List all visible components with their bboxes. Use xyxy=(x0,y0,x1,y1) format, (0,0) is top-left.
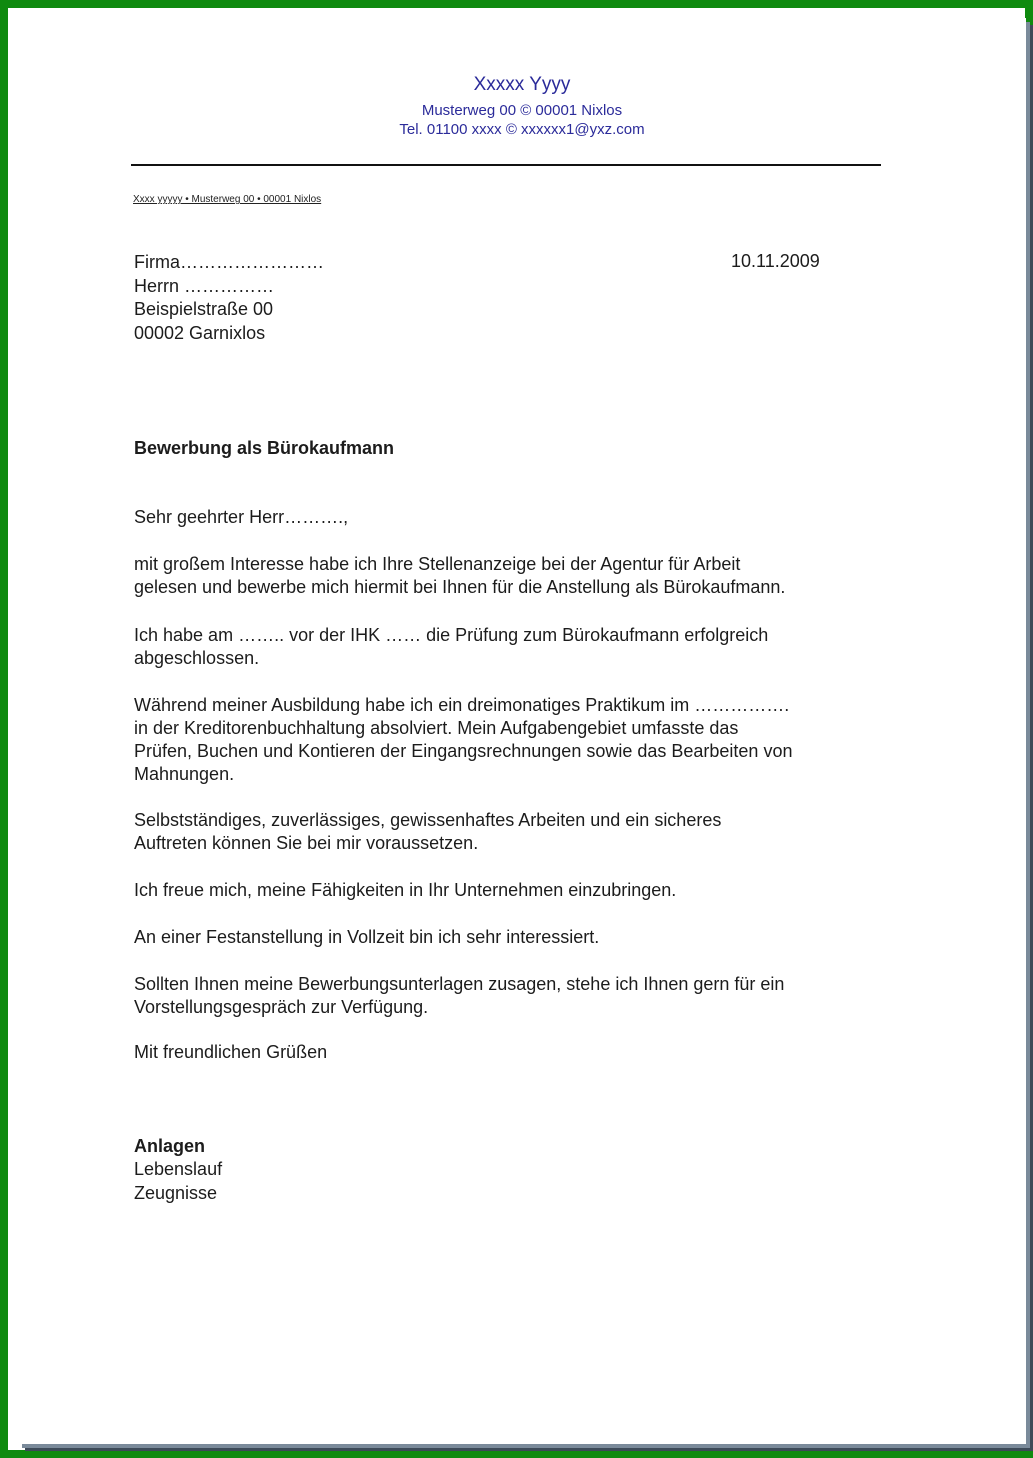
text-line: mit großem Interesse habe ich Ihre Stellenanzeige bei der Agentur für Arbeit xyxy=(134,554,741,574)
recipient-company: Firma…………………… xyxy=(134,252,324,272)
text-line: Auftreten können Sie bei mir voraussetzen. xyxy=(134,833,479,853)
text-line: Während meiner Ausbildung habe ich ein dreimonatiges Praktikum im ……………. xyxy=(134,695,790,715)
text-line: Ich freue mich, meine Fähigkeiten in Ihr Unternehmen einzubringen. xyxy=(134,880,677,900)
text-line: gelesen und bewerbe mich hiermit bei Ihnen für die Anstellung als Bürokaufmann. xyxy=(134,577,786,597)
paragraph-motivation xyxy=(134,879,894,902)
annex-title: Anlagen xyxy=(134,1136,206,1156)
text-line: Prüfen, Buchen und Kontieren der Eingangsrechnungen sowie das Bearbeiten von xyxy=(134,741,793,761)
paragraph-exam xyxy=(134,624,894,670)
recipient-person: Herrn …………… xyxy=(134,276,275,296)
letter-subject: Bewerbung als Bürokaufmann xyxy=(134,438,395,458)
closing-text: Mit freundlichen Grüßen xyxy=(134,1042,328,1062)
paragraph-interview xyxy=(134,973,894,1019)
recipient-city: 00002 Garnixlos xyxy=(134,323,266,343)
letter-date: 10.11.2009 xyxy=(731,251,820,271)
text-line: An einer Festanstellung in Vollzeit bin ich sehr interessiert. xyxy=(134,927,600,947)
text-line: Selbstständiges, zuverlässiges, gewissenhaftes Arbeiten und ein sicheres xyxy=(134,810,722,830)
recipient-street: Beispielstraße 00 xyxy=(134,299,274,319)
text-line: Mahnungen. xyxy=(134,764,235,784)
header-divider xyxy=(131,164,881,166)
paragraph-internship xyxy=(134,694,894,786)
salutation-text: Sehr geehrter Herr………., xyxy=(134,507,349,527)
text-line: Sollten Ihnen meine Bewerbungsunterlagen zusagen, stehe ich Ihnen gern für ein xyxy=(134,974,785,994)
document-page xyxy=(18,18,1026,1444)
text-line: Ich habe am …….. vor der IHK …… die Prüfung zum Bürokaufmann erfolgreich xyxy=(134,625,769,645)
paragraph-interest xyxy=(134,553,894,599)
annex-item: Lebenslauf xyxy=(134,1159,223,1179)
paragraph-employment xyxy=(134,926,894,949)
text-line: abgeschlossen. xyxy=(134,648,260,668)
annex-item: Zeugnisse xyxy=(134,1183,218,1203)
letterhead-name: Xxxxx Yyyy xyxy=(473,74,571,95)
paragraph-qualities xyxy=(134,809,894,855)
text-line: Vorstellungsgespräch zur Verfügung. xyxy=(134,997,429,1017)
letterhead-address: Musterweg 00 © 00001 Nixlos xyxy=(421,102,623,119)
letterhead-contact: Tel. 01100 xxxx © xxxxxx1@yxz.com xyxy=(399,121,645,138)
salutation xyxy=(134,506,894,529)
text-line: in der Kreditorenbuchhaltung absolviert. Mein Aufgabengebiet umfasste das xyxy=(134,718,739,738)
sender-return-line: Xxxx yyyyy • Musterweg 00 • 00001 Nixlos xyxy=(133,194,322,205)
closing xyxy=(134,1041,894,1064)
